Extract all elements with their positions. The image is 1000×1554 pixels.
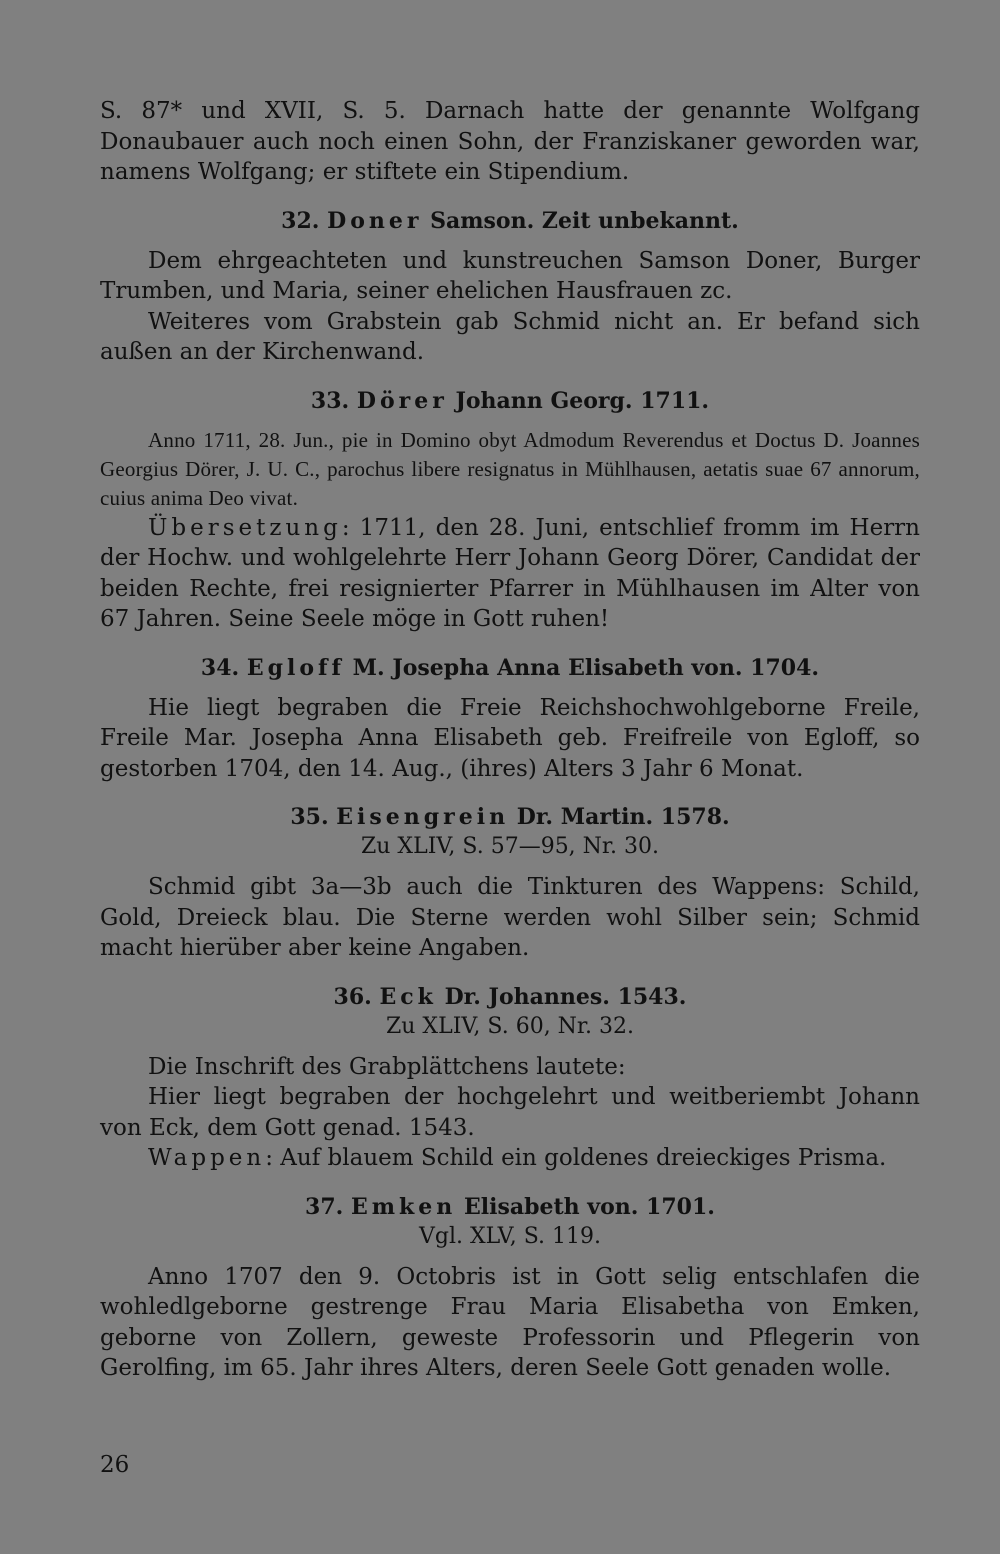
entry-heading-37: 37. Emken Elisabeth von. 1701. xyxy=(305,1193,715,1220)
entry-heading-36: 36. Eck Dr. Johannes. 1543. xyxy=(333,983,687,1010)
entry-32-paragraph-2: Weiteres vom Grabstein gab Schmid nicht an. Er befand sich außen an der Kirchenwand. xyxy=(100,308,920,365)
page-content xyxy=(100,96,920,1384)
entry-37-reference: Vgl. XLV, S. 119. xyxy=(419,1223,601,1249)
entry-32-paragraph-1: Dem ehrgeachteten und kunstreuchen Samson Doner, Burger Trumben, und Maria, seiner ehelichen Hausfrauen zc. xyxy=(100,247,920,304)
entry-36-paragraph-2: Hier liegt begraben der hochgelehrt und weitberiembt Johann von Eck, dem Gott genad. 1543. xyxy=(100,1084,920,1141)
entry-heading-33: 33. Dörer Johann Georg. 1711. xyxy=(310,387,710,414)
page-number: 26 xyxy=(100,1452,130,1478)
entry-heading-35: 35. Eisengrein Dr. Martin. 1578. xyxy=(290,804,730,830)
entry-37-paragraph-1: Anno 1707 den 9. Octobris ist in Gott selig entschlafen die wohledlgeborne gestrenge Frau Maria Elisabetha von Emken, geborne von Zollern, geweste Professorin und Pflegerin von Gerolfing, im 65. Jahr ihres Alters, deren Seele Gott genaden wolle. xyxy=(100,1263,920,1381)
entry-36-reference: Zu XLIV, S. 60, Nr. 32. xyxy=(385,1013,634,1039)
entry-36-paragraph-1: Die Inschrift des Grabplättchens lautete: xyxy=(148,1053,626,1080)
entry-33-latin-inscription: Anno 1711, 28. Jun., pie in Domino obyt Admodum Reverendus et Doctus D. Joannes Georgius Dörer, J. U. C., parochus libere resignatus in Mühlhausen, aetatis suae 67 annorum, cuius anima Deo vivat. xyxy=(100,427,920,510)
entry-33-translation: Übersetzung: 1711, den 28. Juni, entschlief fromm im Herrn der Hochw. und wohlgelehrte Herr Johann Georg Dörer, Candidat der beiden Rechte, frei resignierter Pfarrer in Mühlhausen im Alter von 67 Jahren. Seine Seele möge in Gott ruhen! xyxy=(100,514,920,632)
entry-36-wappen: Wappen: Auf blauem Schild ein goldenes dreieckiges Prisma. xyxy=(148,1145,887,1171)
intro-paragraph: S. 87* und XVII, S. 5. Darnach hatte der genannte Wolfgang Donaubauer auch noch einen Sohn, der Franziskaner geworden war, namens Wolfgang; er stiftete ein Stipendium. xyxy=(100,98,920,185)
entry-34-paragraph-1: Hie liegt begraben die Freie Reichshochwohlgeborne Freile, Freile Mar. Josepha Anna Elisabeth geb. Freifreile von Egloff, so gestorben 1704, den 14. Aug., (ihres) Alters 3 Jahr 6 Monat. xyxy=(100,694,920,782)
entry-heading-34: 34. Egloff M. Josepha Anna Elisabeth von. 1704. xyxy=(200,654,820,681)
entry-35-paragraph-1: Schmid gibt 3a—3b auch die Tinkturen des Wappens: Schild, Gold, Dreieck blau. Die Sterne werden wohl Silber sein; Schmid macht hierüber aber keine Angaben. xyxy=(100,874,920,961)
entry-heading-32: 32. Doner Samson. Zeit unbekannt. xyxy=(281,207,739,234)
entry-35-reference: Zu XLIV, S. 57—95, Nr. 30. xyxy=(360,834,659,859)
